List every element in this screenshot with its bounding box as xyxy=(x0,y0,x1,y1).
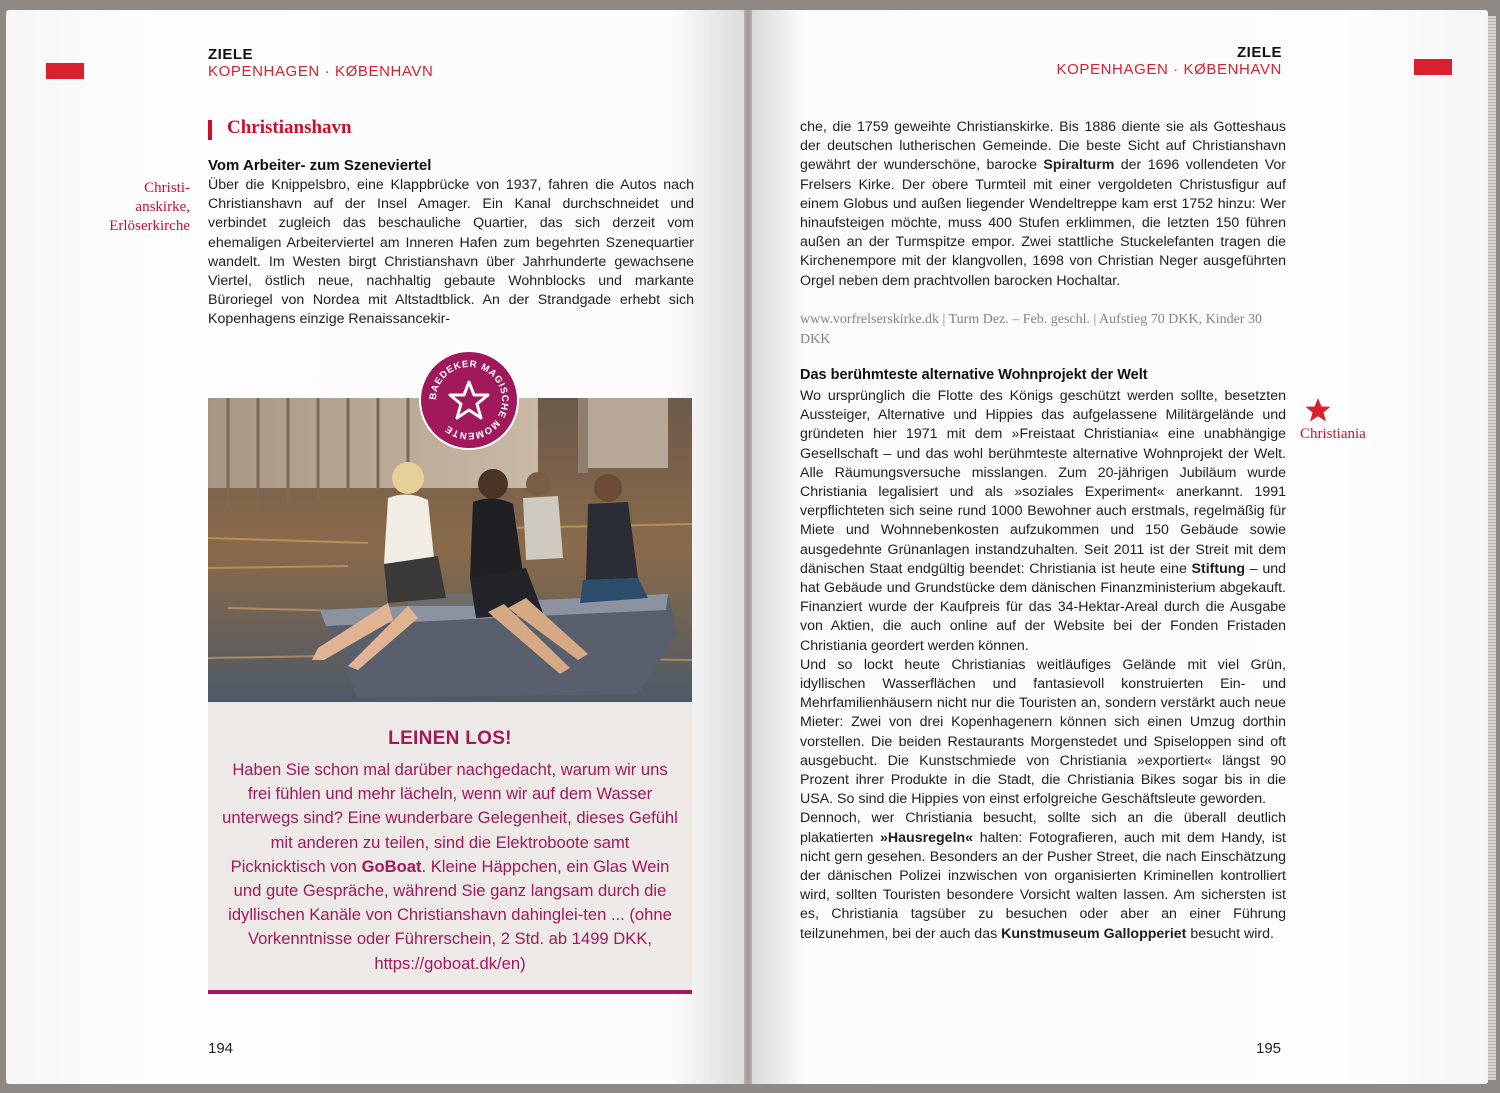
page-number: 194 xyxy=(208,1040,234,1057)
right-page xyxy=(752,10,1488,1084)
body-paragraph-2: Wo ursprünglich die Flotte des Königs geschützt werden sollte, besetzten Aussteiger, Alternative und Hippies das aufgelassene Militärgelände und gründeten hier 1971 mit dem »Freistaat Christiania« eine unabhängige Gesellschaft – und das wohl berühmteste alternative Wohnprojekt der Welt. Alle Räumungsversuche misslangen. Zum 20-jährigen Jubiläum wurde Christiania legalisiert und als »soziales Experiment« anerkannt. 1991 verpflichteten sich seine rund 1000 Bewohner auch erstmals, regelmäßig für Miete und Wohnnebenkosten aufzukommen und 150 Gebäude sowie ausgedehnte Grünanlagen instandzuhalten. Seit 2011 ist der Streit mit dem dänischen Staat endgültig beendet: Christiania ist heute eine Stiftung – und hat Gebäude und Grundstücke dem dänischen Finanzministerium abgekauft. Finanziert wurde der Kaufpreis für das 34-Hektar-Areal durch die Ausgabe von Aktien, die auch online auf der Website bei der Fonden Fristaden Christiania geordert werden können. Und so lockt heute Christianias weitläufiges Gelände mit viel Grün, idyllischen Wasserflächen und fantasievoll konstruierten Ein- und Mehrfamilienhäusern nicht nur die Touristen an, sondern verstärkt auch neue Mieter: Zwei von drei Kopenhagenern können sich einen Umzug dorthin vorstellen. Die beiden Restaurants Morgenstedet und Spiseloppen sind oft ausgebucht. Die Kunstschmiede von Christiania »exportiert« längst 90 Prozent ihrer Produkte in die Stadt, die Christiania Bikes sogar bis in die USA. So sind die Hippies von einst erfolgreiche Geschäftsleute geworden. Dennoch, wer Christiania besucht, sollte sich an die überall deutlich plakatierten »Hausregeln« halten: Fotografieren, auch mit dem Handy, ist nicht gern gesehen. Besonders an der Pusher Street, die nach Einschätzung der dänischen Polizei inzwischen von organisierten Kriminellen kontrolliert wird, sollten Touristen besondere Vorsicht walten lassen. Am sichersten ist es, Christiania tagsüber zu besuchen oder aber an einer Führung teilzunehmen, bei der auch das Kunstmuseum Gallopperiet besucht wird. xyxy=(800,388,1286,942)
running-head-city: KOPENHAGEN · KØBENHAVN xyxy=(208,63,434,80)
highlight-text: Haben Sie schon mal darüber nachgedacht, warum wir uns frei fühlen und mehr lächeln, wenn wir auf dem Wasser unterwegs sind? Eine wunderbare Gelegenheit, dieses Gefühl mit anderen zu teilen, sind die Elektroboote samt Picknicktisch von GoBoat. Kleine Häppchen, ein Glas Wein und gute Gespräche, während Sie ganz langsam durch die idyllischen Kanäle von Christianshavn dahinglei-ten ... (ohne Vorkenntnisse oder Führerschein, 2 Std. ab 1499 DKK, https://goboat.dk/en) xyxy=(222,760,678,973)
margin-note-christiania: Christiania xyxy=(1300,426,1366,442)
highlight-title: LEINEN LOS! xyxy=(388,728,512,749)
running-head-city: KOPENHAGEN · KØBENHAVN xyxy=(1056,61,1282,78)
left-page xyxy=(6,10,744,1084)
running-head-section: ZIELE xyxy=(208,46,254,63)
info-line: www.vorfrelserskirke.dk | Turm Dez. – Feb. geschl. | Aufstieg 70 DKK, Kinder 30 DKK xyxy=(800,312,1262,347)
section-title: Christianshavn xyxy=(227,117,352,138)
subheading: Das berühmteste alternative Wohnprojekt der Welt xyxy=(800,367,1148,383)
section-marker xyxy=(208,120,212,140)
margin-note: Christi- anskirke, Erlöserkirche xyxy=(109,180,190,234)
subheading: Vom Arbeiter- zum Szeneviertel xyxy=(208,157,432,174)
chapter-marker xyxy=(46,63,84,79)
chapter-marker xyxy=(1414,59,1452,75)
svg-text:BAEDEKER MAGISCHE MOMENTE: BAEDEKER MAGISCHE MOMENTE xyxy=(427,358,511,442)
magic-moment-badge xyxy=(421,352,517,448)
body-paragraph-1: che, die 1759 geweihte Christianskirke. Bis 1886 diente sie als Gotteshaus der deutschen lutherischen Gemeinde. Die beste Sicht auf Christianshavn gewährt der wunderschöne, barocke Spiralturm der 1696 vollendeten Vor Frelsers Kirke. Der obere Turmteil mit einer vergoldeten Christusfigur auf einem Globus und außen liegender Wendeltreppe kam erst 1752 hinzu: Wer hinaufsteigen möchte, muss 400 Stufen erklimmen, die letzten 150 führen außen an der Turmspitze empor. Zwei stattliche Stuckelefanten tragen die Kirchenempore mit der klangvollen, 1698 von Christian Neger ausgeführten Orgel neben dem prachtvollen barocken Hochaltar. xyxy=(800,119,1286,289)
highlight-box xyxy=(208,702,692,994)
body-paragraph: Über die Knippelsbro, eine Klappbrücke von 1937, fahren die Autos nach Christianshavn auf der Insel Amager. Ein Kanal durchschneidet und verbindet zugleich das beschauliche Quartier, das sich derzeit vom ehemaligen Arbeiterviertel am Inneren Hafen zum begehrten Szenequartier wandelt. Im Westen birgt Christianshavn über Jahrhunderte gewachsene Viertel, östlich neue, nachhaltig gebaute Wohnblocks und markante Büroriegel von Nordea mit Altstadtblick. An der Strandgade erhebt sich Kopenhagens einzige Renaissancekir- xyxy=(208,177,694,328)
running-head-section: ZIELE xyxy=(1236,44,1282,61)
page-number: 195 xyxy=(1256,1040,1282,1057)
